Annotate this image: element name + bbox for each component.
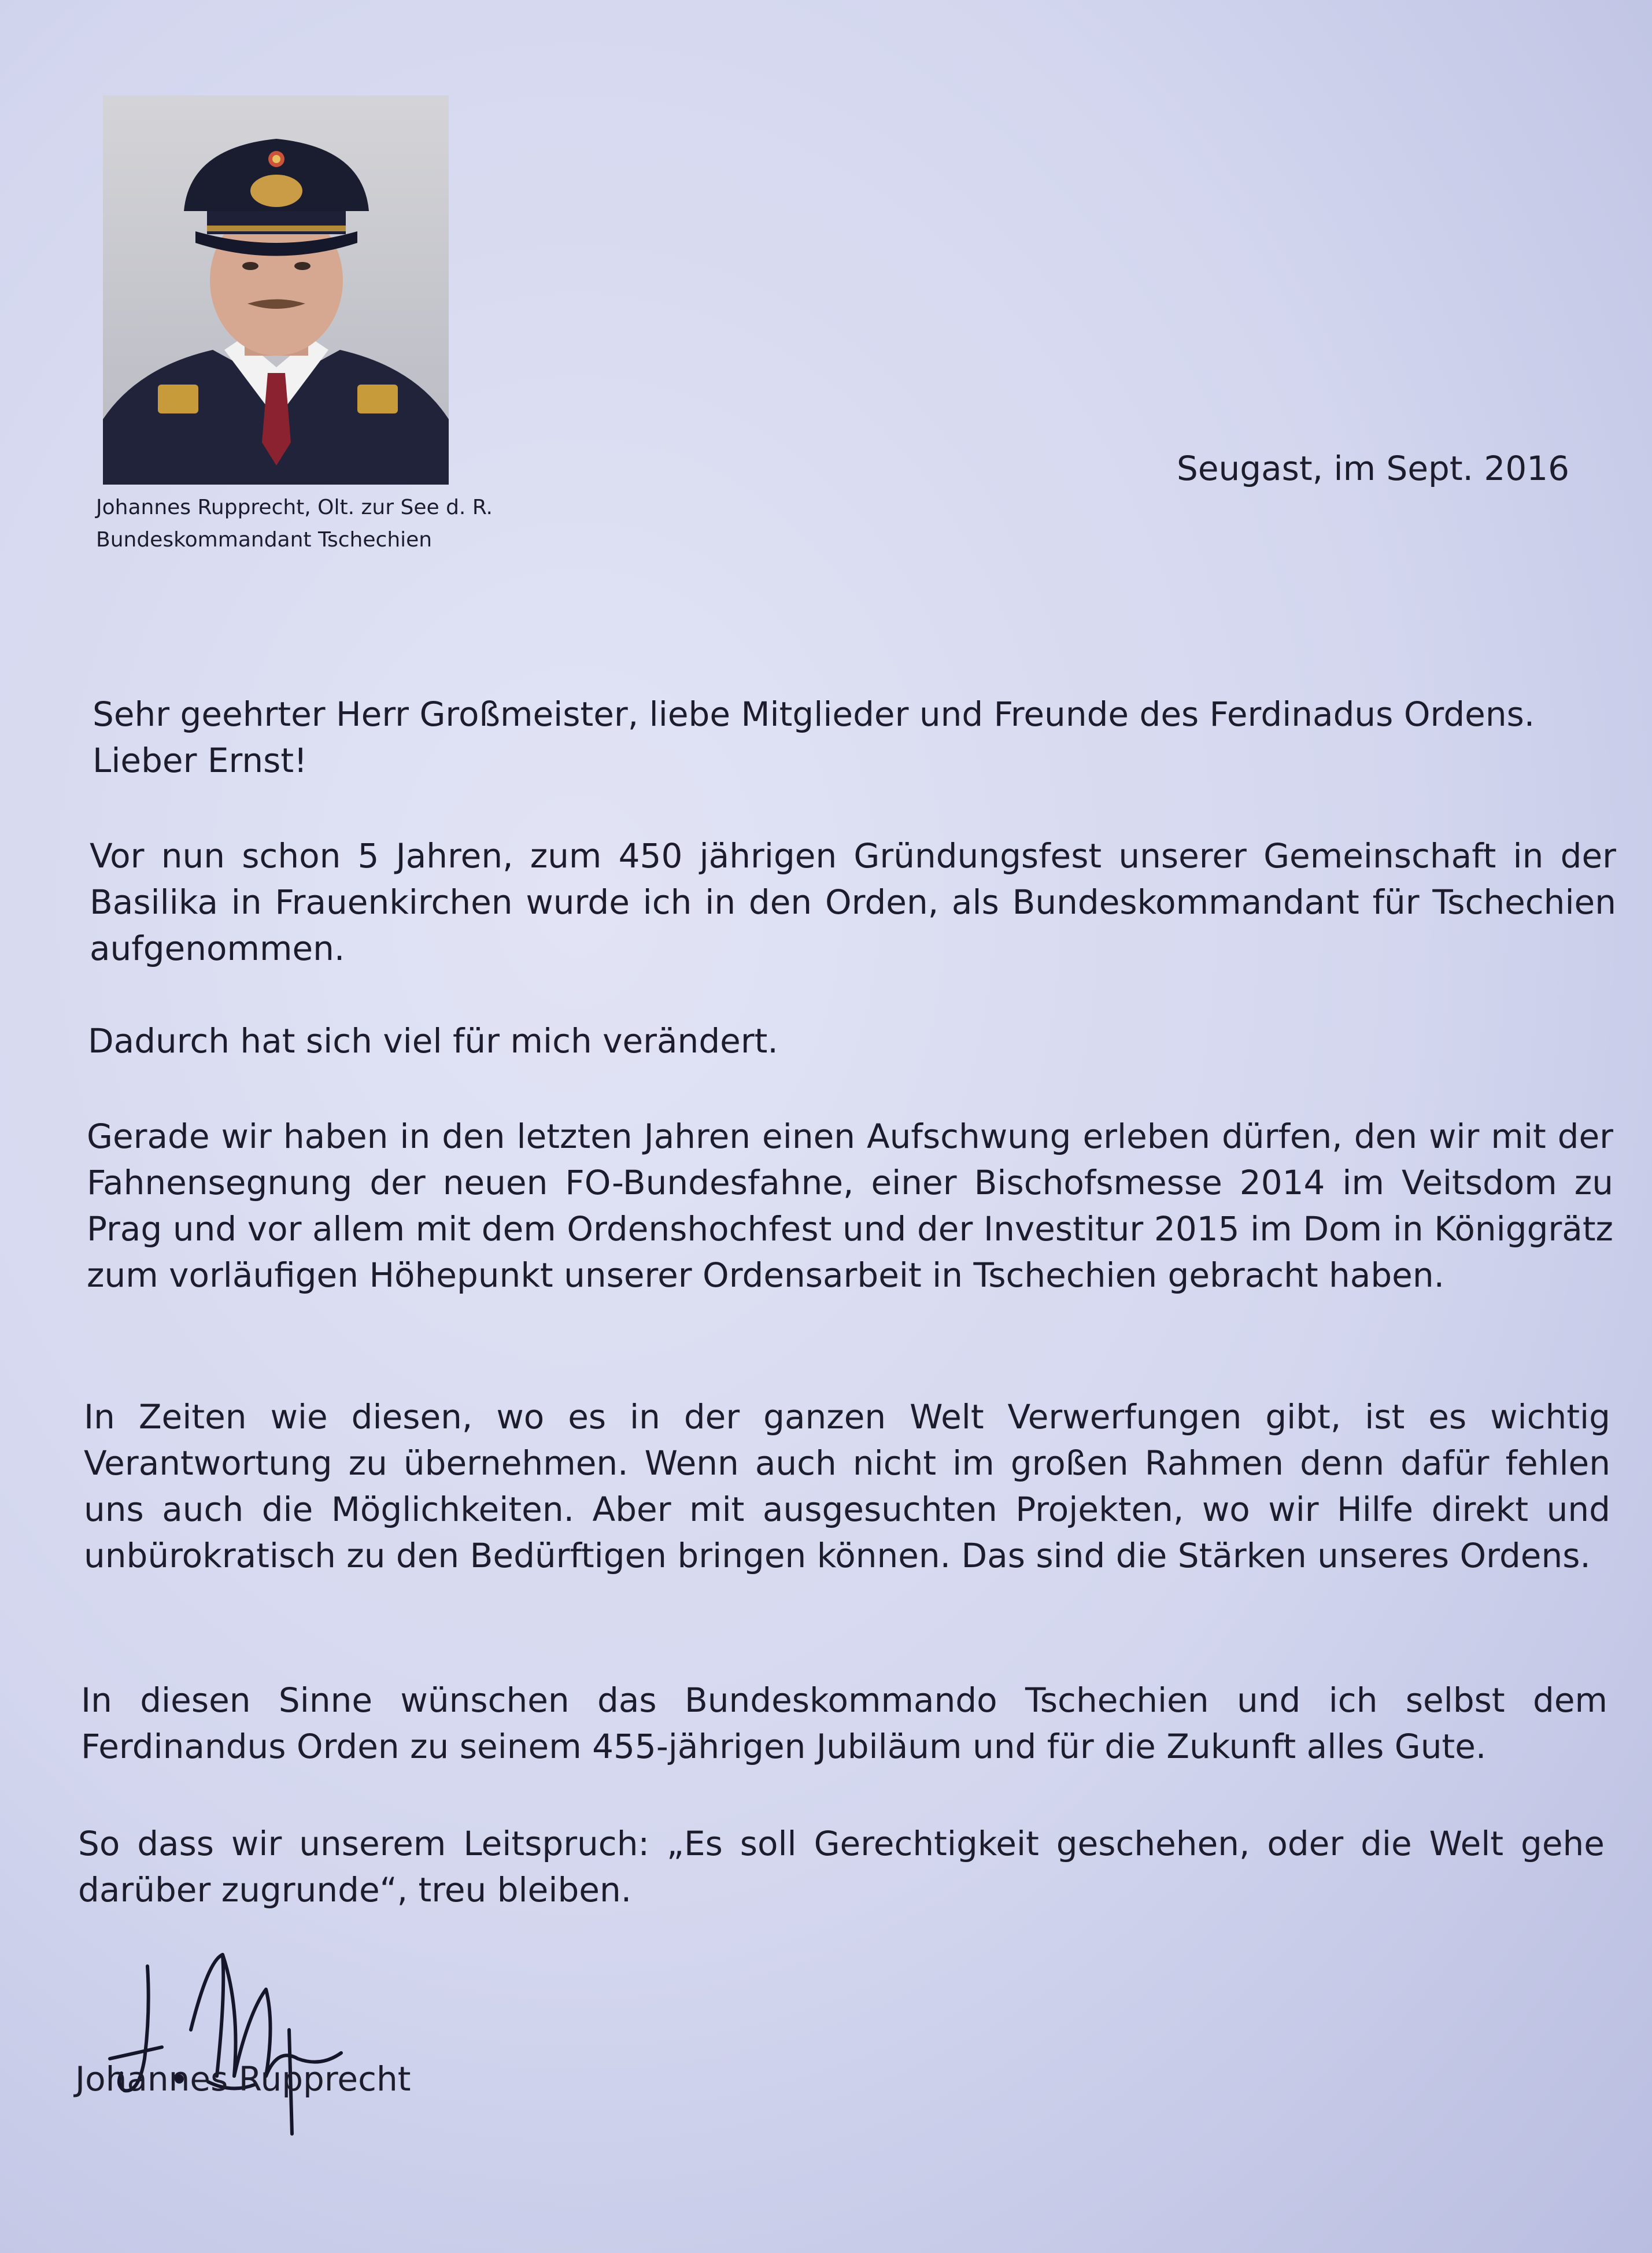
- paragraph-achievements: Gerade wir haben in den letzten Jahren einen Aufschwung erleben dürfen, den wir mit der Fahnensegnung der neuen FO-Bundesfahne, einer Bischofsmesse 2014 im Veitsdom zu Prag und vor allem mit dem Ordenshochfest und der Investitur 2015 im Dom in Königgrätz zum vorläufigen Höhepunkt unserer Ordensarbeit in Tschechien gebracht haben.: [87, 1117, 1613, 1295]
- portrait-caption: [96, 492, 512, 556]
- portrait-photo: [103, 95, 449, 485]
- letter-date: Seugast, im Sept. 2016: [1177, 449, 1570, 488]
- paragraph-change: Dadurch hat sich viel für mich verändert.: [88, 1021, 778, 1061]
- paragraph-responsibility: In Zeiten wie diesen, wo es in der ganzen Welt Verwerfungen gibt, ist es wichtig Verantwortung zu übernehmen. Wenn auch nicht im großen Rahmen denn dafür fehlen uns auch die Möglichkeiten. Aber mit ausgesuchten Projekten, wo wir Hilfe direkt und unbürokratisch zu den Bedürftigen bringen können. Das sind die Stärken unseres Ordens.: [84, 1397, 1610, 1575]
- salutation-line-1: Sehr geehrter Herr Großmeister, liebe Mitglieder und Freunde des Ferdinadus Ordens.: [93, 695, 1535, 734]
- salutation-line-2: Lieber Ernst!: [93, 741, 308, 780]
- paragraph-anniversary: Vor nun schon 5 Jahren, zum 450 jährigen Gründungsfest unserer Gemeinschaft in der Basilika in Frauenkirchen wurde ich in den Orden, als Bundeskommandant für Tschechien aufgenommen.: [90, 836, 1616, 968]
- handwritten-signature: [93, 1943, 359, 2140]
- caption-name-rank: Johannes Rupprecht, Olt. zur See d. R.: [96, 496, 493, 519]
- salutation: [93, 691, 1619, 784]
- paragraph-wishes: In diesen Sinne wünschen das Bundeskommando Tschechien und ich selbst dem Ferdinandus Orden zu seinem 455-jährigen Jubiläum und für die Zukunft alles Gute.: [81, 1680, 1607, 1766]
- signature-icon: [93, 1943, 359, 2140]
- signer-name: Johannes Rupprecht: [75, 2059, 411, 2099]
- caption-title: Bundeskommandant Tschechien: [96, 528, 433, 552]
- paragraph-motto: So dass wir unserem Leitspruch: „Es soll Gerechtigkeit geschehen, oder die Welt gehe darüber zugrunde“, treu bleiben.: [78, 1824, 1605, 1909]
- officer-portrait-icon: [103, 95, 449, 485]
